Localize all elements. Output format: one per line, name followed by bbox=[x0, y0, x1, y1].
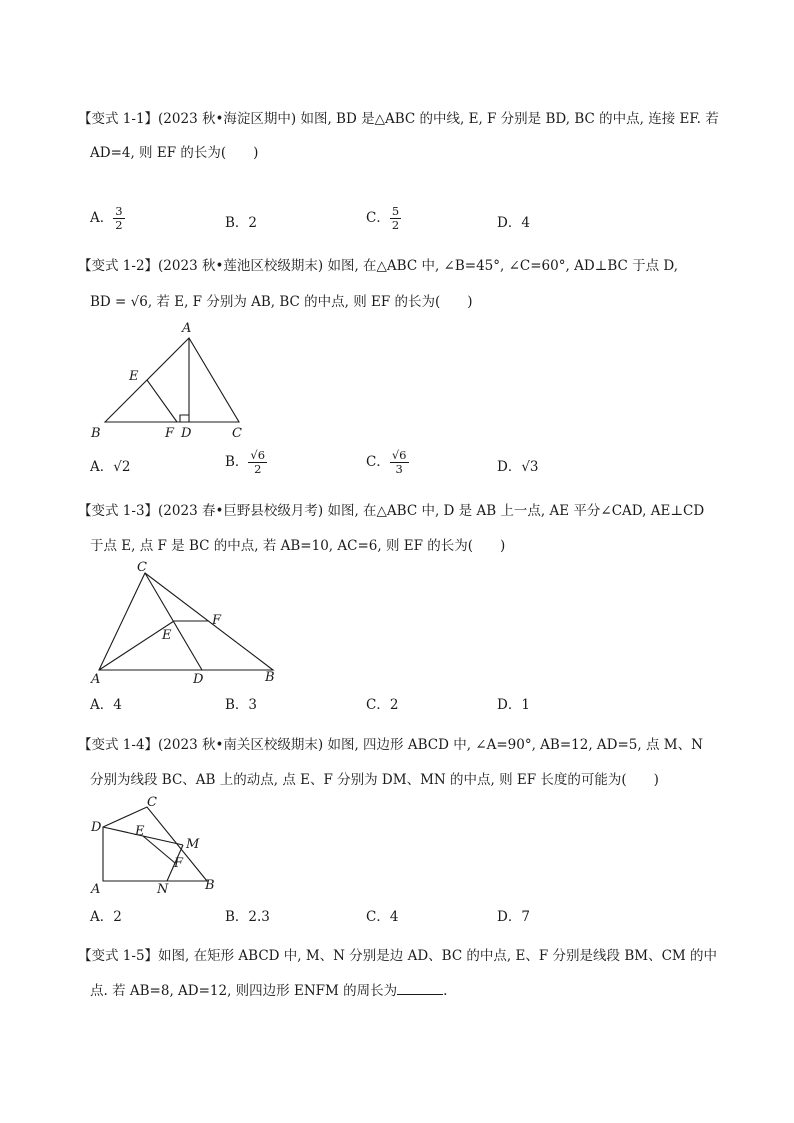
problem-1-1-line2: AD=4, 则 EF 的长为( ) bbox=[90, 145, 259, 161]
choice-letter: C． bbox=[366, 909, 390, 925]
choice-letter: D． bbox=[497, 697, 522, 713]
problem-1-3-choice-a[interactable] bbox=[90, 696, 122, 714]
label-a: A bbox=[91, 882, 101, 893]
problem-1-4-choice-d[interactable] bbox=[497, 908, 530, 926]
fraction: $\frac{5}{2}$ bbox=[391, 204, 400, 232]
problem-1-2-choice-b[interactable] bbox=[225, 449, 267, 476]
label-b: B bbox=[91, 426, 101, 441]
choice-letter: A． bbox=[90, 210, 114, 226]
problem-1-1-choice-c[interactable] bbox=[366, 205, 401, 232]
choice-value: 4 bbox=[389, 909, 399, 925]
choice-value: 2 bbox=[389, 697, 399, 713]
choice-value: 4 bbox=[521, 215, 530, 231]
choice-letter: D． bbox=[497, 215, 522, 231]
choice-letter: A． bbox=[90, 697, 114, 713]
problem-1-5-line1: 【变式 1-5】如图, 在矩形 ABCD 中, M、N 分别是边 AD、BC 的中点, E、F 分别是线段 BM、CM 的中 bbox=[78, 948, 718, 964]
problem-1-1-choice-d[interactable] bbox=[497, 214, 530, 232]
right-angle-marker bbox=[180, 415, 189, 422]
figure-1-3-triangle bbox=[85, 557, 285, 687]
label-m: M bbox=[186, 837, 200, 852]
problem-1-1-choice-b[interactable] bbox=[225, 214, 257, 232]
label-n: N bbox=[157, 882, 169, 893]
answer-blank[interactable] bbox=[397, 982, 443, 995]
choice-value: √3 bbox=[521, 459, 539, 475]
choice-letter: D． bbox=[497, 459, 522, 475]
label-d: D bbox=[91, 820, 102, 835]
segment-ef bbox=[147, 380, 177, 422]
label-d: D bbox=[193, 672, 204, 687]
label-c: C bbox=[137, 560, 147, 575]
figure-1-2-triangle bbox=[85, 318, 255, 443]
choice-letter: A． bbox=[90, 909, 114, 925]
problem-1-1-line1: 【变式 1-1】(2023 秋•海淀区期中) 如图, BD 是△ABC 的中线, E, F 分别是 BD, BC 的中点, 连接 EF. 若 bbox=[78, 111, 719, 127]
choice-value: √2 bbox=[113, 459, 131, 475]
choice-letter: B． bbox=[225, 909, 249, 925]
label-e: E bbox=[129, 369, 139, 384]
choice-value: 3 bbox=[248, 697, 258, 713]
label-e: E bbox=[135, 824, 145, 839]
choice-value: 2 bbox=[248, 215, 258, 231]
choice-value: 2.3 bbox=[248, 909, 270, 925]
label-a: A bbox=[182, 321, 192, 336]
choice-letter: B． bbox=[225, 215, 249, 231]
choice-value: 7 bbox=[521, 909, 530, 925]
label-c: C bbox=[232, 426, 242, 441]
label-b: B bbox=[265, 670, 275, 685]
problem-1-3-choice-b[interactable] bbox=[225, 696, 257, 714]
choice-letter: D． bbox=[497, 909, 522, 925]
choice-letter: A． bbox=[90, 459, 114, 475]
choice-letter: C． bbox=[366, 454, 390, 470]
choice-letter: B． bbox=[225, 454, 249, 470]
label-d: D bbox=[181, 426, 192, 441]
choice-letter: B． bbox=[225, 697, 249, 713]
problem-1-3-line1: 【变式 1-3】(2023 春•巨野县校级月考) 如图, 在△ABC 中, D 是 AB 上一点, AE 平分∠CAD, AE⊥CD bbox=[78, 503, 705, 519]
choice-letter: C． bbox=[366, 697, 390, 713]
problem-1-4-line1: 【变式 1-4】(2023 秋•南关区校级期末) 如图, 四边形 ABCD 中, ∠A=90°, AB=12, AD=5, 点 M、N bbox=[78, 737, 703, 753]
problem-1-2-line1: 【变式 1-2】(2023 秋•莲池区校级期末) 如图, 在△ABC 中, ∠B=45°, ∠C=60°, AD⊥BC 于点 D, bbox=[78, 258, 679, 274]
choice-letter: C． bbox=[366, 210, 390, 226]
problem-1-4-line2: 分别为线段 BC、AB 上的动点, 点 E、F 分别为 DM、MN 的中点, 则 EF 长度的可能为( ) bbox=[90, 772, 659, 788]
label-f: F bbox=[212, 613, 222, 628]
choice-value: 2 bbox=[113, 909, 122, 925]
problem-1-3-choice-d[interactable] bbox=[497, 696, 530, 714]
label-b: B bbox=[205, 878, 215, 893]
label-f: F bbox=[165, 426, 175, 441]
problem-1-4-choice-b[interactable] bbox=[225, 908, 270, 926]
problem-1-4-choice-c[interactable] bbox=[366, 908, 398, 926]
problem-1-4-choice-a[interactable] bbox=[90, 908, 122, 926]
fraction: $\frac{3}{2}$ bbox=[115, 204, 123, 232]
fraction: $\frac{√6}{2}$ bbox=[250, 448, 266, 476]
problem-1-5-line2: 点. 若 AB=8, AD=12, 则四边形 ENFM 的周长为 . bbox=[90, 983, 448, 999]
problem-1-2-line2: BD = √6, 若 E, F 分别为 AB, BC 的中点, 则 EF 的长为( ) bbox=[90, 294, 473, 310]
figure-1-4-quadrilateral bbox=[85, 793, 225, 893]
problem-1-2-choice-a[interactable] bbox=[90, 458, 130, 476]
problem-1-3-choice-c[interactable] bbox=[366, 696, 398, 714]
choice-value: 1 bbox=[521, 697, 530, 713]
problem-1-2-choice-c[interactable] bbox=[366, 449, 409, 476]
label-c: C bbox=[147, 795, 157, 810]
label-a: A bbox=[91, 672, 101, 687]
problem-1-1-choice-a[interactable] bbox=[90, 205, 125, 232]
problem-1-3-line2: 于点 E, 点 F 是 BC 的中点, 若 AB=10, AC=6, 则 EF 的长为( ) bbox=[90, 538, 506, 554]
label-f: F bbox=[174, 856, 184, 871]
problem-1-2-choice-d[interactable] bbox=[497, 458, 539, 476]
fraction: $\frac{√6}{3}$ bbox=[391, 448, 407, 476]
label-e: E bbox=[162, 628, 172, 643]
choice-value: 4 bbox=[113, 697, 122, 713]
triangle-abc bbox=[105, 338, 239, 422]
